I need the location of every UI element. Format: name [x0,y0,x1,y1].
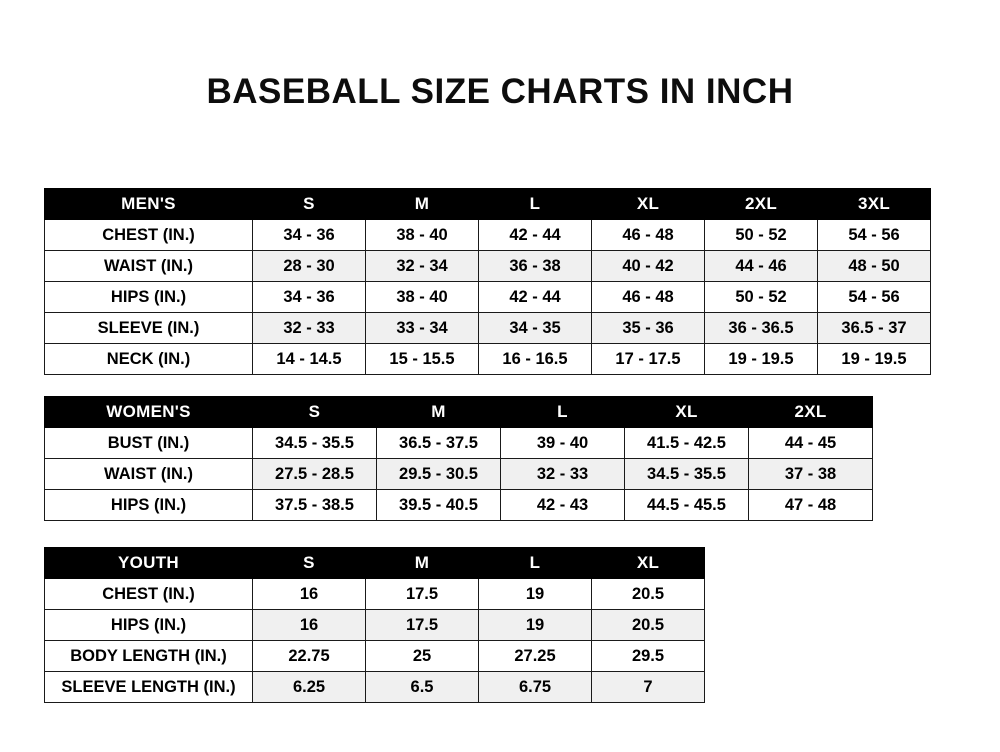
column-header: YOUTH [45,548,253,579]
womens-size-chart [44,396,873,521]
table-row [45,313,931,344]
table-cell: 19 [479,579,592,610]
table-cell: 42 - 44 [479,282,592,313]
table-header-row [45,397,873,428]
table-cell: 16 [253,579,366,610]
column-header: 2XL [705,189,818,220]
mens-table-body [45,220,931,375]
column-header: S [253,189,366,220]
table-cell: 46 - 48 [592,220,705,251]
row-label: HIPS (IN.) [45,490,253,521]
row-label: SLEEVE LENGTH (IN.) [45,672,253,703]
row-label: BUST (IN.) [45,428,253,459]
column-header: S [253,397,377,428]
table-cell: 34.5 - 35.5 [253,428,377,459]
table-cell: 46 - 48 [592,282,705,313]
table-row [45,459,873,490]
table-cell: 6.5 [366,672,479,703]
table-cell: 41.5 - 42.5 [625,428,749,459]
row-label: HIPS (IN.) [45,610,253,641]
womens-table-body [45,428,873,521]
table-cell: 20.5 [592,579,705,610]
womens-size-table [44,396,873,521]
column-header: L [501,397,625,428]
table-cell: 34 - 36 [253,282,366,313]
row-label: CHEST (IN.) [45,579,253,610]
table-row [45,672,705,703]
table-cell: 42 - 43 [501,490,625,521]
column-header: L [479,548,592,579]
table-cell: 38 - 40 [366,220,479,251]
table-cell: 17.5 [366,610,479,641]
table-cell: 27.5 - 28.5 [253,459,377,490]
mens-table-header [45,189,931,220]
table-cell: 36 - 36.5 [705,313,818,344]
table-cell: 50 - 52 [705,282,818,313]
column-header: MEN'S [45,189,253,220]
column-header: 2XL [749,397,873,428]
youth-table-body [45,579,705,703]
table-cell: 44.5 - 45.5 [625,490,749,521]
table-cell: 17.5 [366,579,479,610]
table-cell: 35 - 36 [592,313,705,344]
table-cell: 16 [253,610,366,641]
table-row [45,490,873,521]
column-header: XL [592,548,705,579]
table-cell: 17 - 17.5 [592,344,705,375]
table-cell: 32 - 34 [366,251,479,282]
table-cell: 28 - 30 [253,251,366,282]
table-cell: 44 - 45 [749,428,873,459]
table-cell: 54 - 56 [818,220,931,251]
table-row [45,344,931,375]
table-cell: 29.5 [592,641,705,672]
table-cell: 16 - 16.5 [479,344,592,375]
row-label: WAIST (IN.) [45,459,253,490]
column-header: WOMEN'S [45,397,253,428]
table-row [45,282,931,313]
column-header: M [366,189,479,220]
table-row [45,251,931,282]
table-cell: 38 - 40 [366,282,479,313]
table-cell: 44 - 46 [705,251,818,282]
table-cell: 15 - 15.5 [366,344,479,375]
table-cell: 47 - 48 [749,490,873,521]
table-cell: 34 - 36 [253,220,366,251]
womens-table-header [45,397,873,428]
row-label: WAIST (IN.) [45,251,253,282]
table-cell: 42 - 44 [479,220,592,251]
mens-size-table [44,188,931,375]
table-cell: 37 - 38 [749,459,873,490]
table-cell: 6.25 [253,672,366,703]
table-cell: 32 - 33 [501,459,625,490]
table-cell: 54 - 56 [818,282,931,313]
youth-size-table [44,547,705,703]
column-header: XL [625,397,749,428]
table-cell: 37.5 - 38.5 [253,490,377,521]
table-cell: 50 - 52 [705,220,818,251]
column-header: M [366,548,479,579]
table-row [45,579,705,610]
column-header: XL [592,189,705,220]
table-row [45,428,873,459]
table-cell: 32 - 33 [253,313,366,344]
table-cell: 22.75 [253,641,366,672]
table-cell: 20.5 [592,610,705,641]
table-cell: 36.5 - 37 [818,313,931,344]
table-cell: 36 - 38 [479,251,592,282]
table-row [45,641,705,672]
table-cell: 19 - 19.5 [818,344,931,375]
table-cell: 25 [366,641,479,672]
table-cell: 19 [479,610,592,641]
page-title: BASEBALL SIZE CHARTS IN INCH [206,72,794,111]
mens-size-chart [44,188,931,375]
column-header: S [253,548,366,579]
column-header: 3XL [818,189,931,220]
table-cell: 34 - 35 [479,313,592,344]
row-label: BODY LENGTH (IN.) [45,641,253,672]
table-header-row [45,189,931,220]
table-cell: 29.5 - 30.5 [377,459,501,490]
table-cell: 48 - 50 [818,251,931,282]
column-header: L [479,189,592,220]
row-label: SLEEVE (IN.) [45,313,253,344]
table-cell: 7 [592,672,705,703]
table-row [45,610,705,641]
table-cell: 6.75 [479,672,592,703]
row-label: HIPS (IN.) [45,282,253,313]
column-header: M [377,397,501,428]
row-label: NECK (IN.) [45,344,253,375]
youth-size-chart [44,547,705,703]
table-cell: 19 - 19.5 [705,344,818,375]
youth-table-header [45,548,705,579]
table-cell: 40 - 42 [592,251,705,282]
table-cell: 34.5 - 35.5 [625,459,749,490]
table-row [45,220,931,251]
table-header-row [45,548,705,579]
table-cell: 27.25 [479,641,592,672]
table-cell: 33 - 34 [366,313,479,344]
table-cell: 36.5 - 37.5 [377,428,501,459]
table-cell: 39 - 40 [501,428,625,459]
table-cell: 39.5 - 40.5 [377,490,501,521]
table-cell: 14 - 14.5 [253,344,366,375]
row-label: CHEST (IN.) [45,220,253,251]
